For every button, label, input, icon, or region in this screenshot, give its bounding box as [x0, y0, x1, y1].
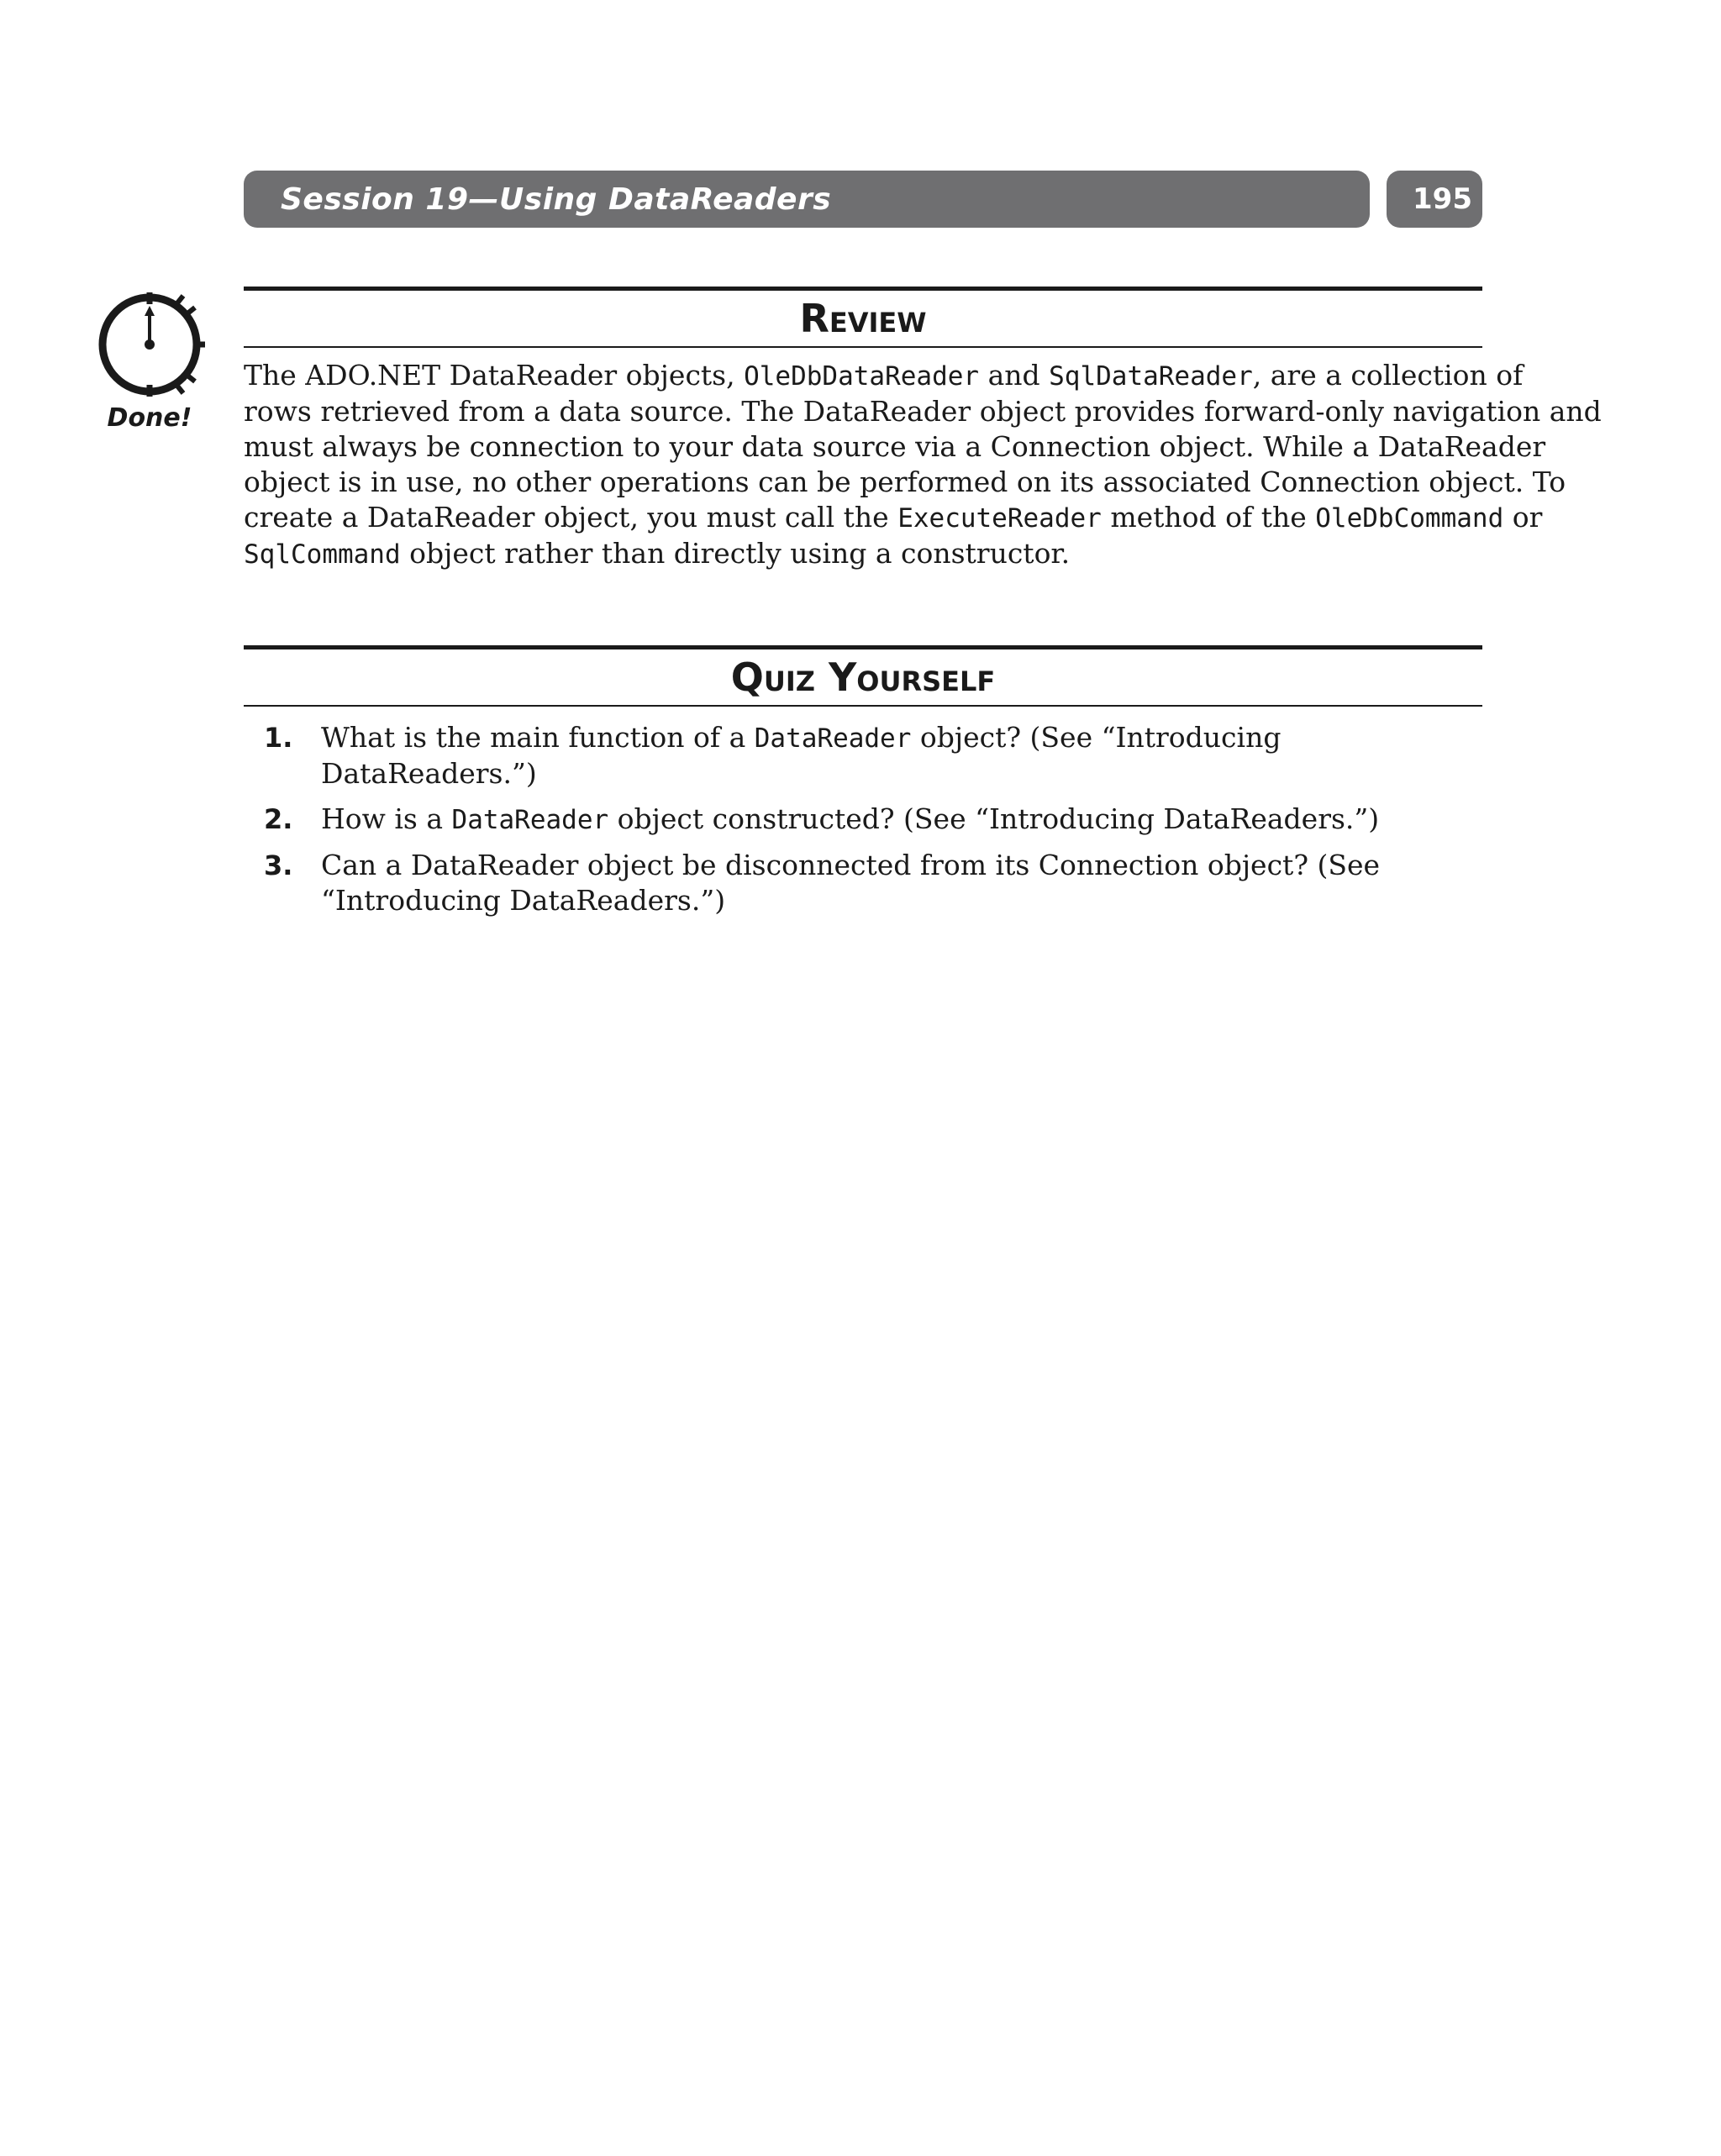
text-run: The ADO.NET DataReader objects, [244, 359, 745, 392]
text-run: object constructed? (See “Introducing DataReaders.”) [608, 802, 1380, 835]
text-line [321, 720, 1482, 756]
text-line [244, 429, 1546, 465]
text-run: create a DataReader object, you must call the [244, 501, 898, 534]
quiz-list [244, 720, 1482, 918]
code-identifier: OleDbDataReader [744, 361, 980, 392]
text-line [244, 500, 1543, 536]
text-run: object? (See “Introducing [911, 721, 1282, 754]
quiz-section [244, 645, 1482, 928]
text-run: object rather than directly using a constructor. [400, 537, 1071, 570]
text-run: “Introducing DataReaders.”) [321, 884, 726, 917]
text-run: Can a DataReader object be disconnected from its Connection object? (See [321, 849, 1381, 881]
text-run: What is the main function of a [321, 721, 755, 754]
quiz-item [244, 802, 1482, 838]
text-line [321, 756, 1482, 791]
text-line [321, 883, 1482, 918]
text-run: DataReaders.”) [321, 757, 537, 790]
code-identifier: DataReader [451, 805, 609, 835]
quiz-bottom-rule [244, 705, 1482, 707]
review-section [244, 287, 1602, 572]
quiz-heading: Quiz Yourself [730, 655, 996, 700]
code-identifier: ExecuteReader [897, 503, 1102, 534]
code-identifier: SqlDataReader [1049, 361, 1253, 392]
text-line [244, 465, 1566, 500]
text-run: object is in use, no other operations can be performed on its associated Connection object. To [244, 465, 1566, 498]
text-line [321, 848, 1482, 883]
review-bottom-rule [244, 346, 1482, 348]
text-run: , are a collection of [1252, 359, 1524, 392]
text-line [244, 536, 1482, 572]
page-number: 195 [1413, 182, 1472, 216]
code-identifier: SqlCommand [244, 539, 401, 570]
quiz-item [244, 848, 1482, 918]
text-run: rows retrieved from a data source. The DataReader object provides forward-only navigation and [244, 395, 1602, 428]
quiz-item [244, 720, 1482, 791]
stopwatch-icon [94, 286, 208, 400]
quiz-item-number: 1. [264, 722, 293, 754]
text-run: or [1503, 501, 1543, 534]
text-run: How is a [321, 802, 452, 835]
page-number-box [1387, 171, 1482, 228]
header-title: Session 19—Using DataReaders [281, 181, 832, 217]
done-label: Done! [107, 403, 192, 433]
running-header [244, 171, 1370, 228]
review-paragraph [244, 358, 1602, 572]
code-identifier: DataReader [754, 723, 912, 754]
text-line [244, 394, 1602, 429]
code-identifier: OleDbCommand [1315, 503, 1504, 534]
quiz-item-number: 3. [264, 849, 293, 881]
text-run: must always be connection to your data source via a Connection object. While a DataReader [244, 430, 1546, 463]
review-heading: Review [799, 296, 927, 341]
quiz-item-number: 2. [264, 803, 293, 835]
text-run: method of the [1101, 501, 1316, 534]
text-run: and [979, 359, 1050, 392]
text-line [321, 802, 1482, 838]
text-line [244, 358, 1524, 394]
